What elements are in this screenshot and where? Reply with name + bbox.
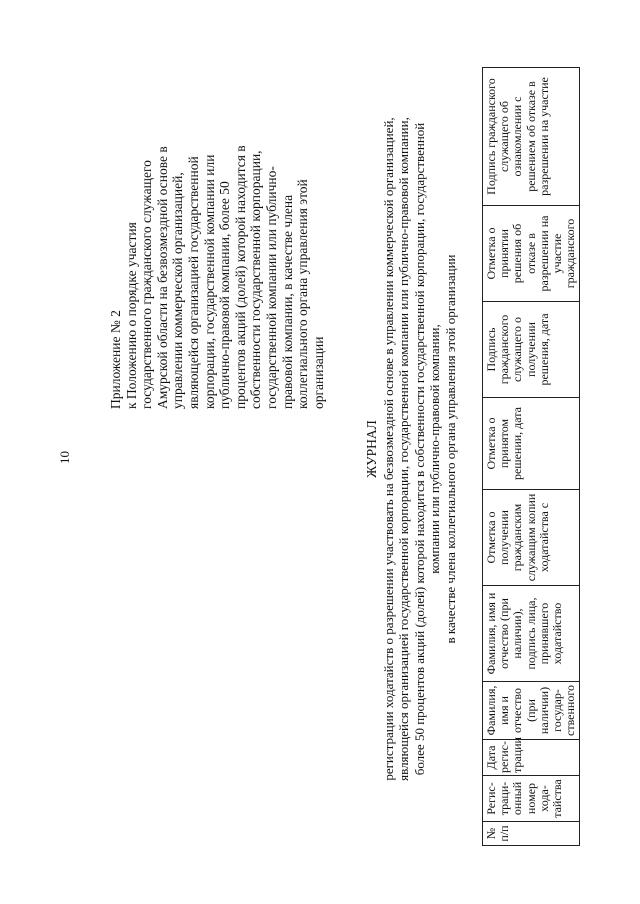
table-header-row (483, 68, 580, 846)
column-header-refusal-signature: Подпись гражданского служащего об ознакомлении с решением об отказе в разрешении на участие (483, 68, 580, 206)
column-header-copy-received: Отметка о получении гражданским служащим копии ходатайства с (483, 490, 580, 586)
appendix-line: публично-правовой компании, более 50 (217, 181, 233, 409)
appendix-line: Приложение № 2 (108, 310, 123, 409)
column-header-decision-note: Отметка о принятом решении, дата (483, 398, 580, 490)
appendix-line: процентов акций (долей) которой находится в (232, 145, 248, 409)
column-header-registration-number: Регис-траци-онный номер хода-тайства (483, 776, 580, 822)
register-table (482, 67, 580, 846)
column-header-servant-name: Фамилия, имя и отчество (при наличии) государ-ственного (483, 682, 580, 740)
appendix-line: организации (310, 336, 326, 409)
journal-subtitle-line: в качестве члена коллегиального органа управления этой организации (442, 254, 458, 644)
appendix-line: государственного гражданского служащего (139, 160, 155, 409)
appendix-line: государственной компании или публично- (263, 166, 279, 409)
page-number: 10 (57, 451, 72, 464)
appendix-line: управлении коммерческой организацией, (170, 172, 186, 409)
column-header-number: № п/п (483, 822, 580, 846)
appendix-line: корпорации, государственной компании или (201, 154, 217, 409)
appendix-line: правовой компании, в качестве члена (279, 194, 295, 409)
appendix-line: коллегиального органа управления этой (295, 179, 311, 409)
journal-subtitle-line: регистрации ходатайств о разрешении участвовать на безвозмездной основе в управлении коммерческой организацией, (380, 117, 396, 781)
journal-subtitle-line: являющейся организацией государственной корпорации, государственной компании или публично-правовой компании, (396, 117, 412, 781)
journal-title: ЖУРНАЛ (364, 420, 379, 478)
journal-subtitle-line: компании или публично-правовой компании, (427, 324, 443, 574)
appendix-line: Амурской области на безвозмездной основе в (154, 146, 170, 409)
appendix-line: являющейся организацией государственной (185, 156, 201, 409)
column-header-decision-signature: Подпись гражданского служащего о получении решения, дата (483, 302, 580, 398)
journal-subtitle-line: более 50 процентов акций (долей) которой находится в собственности государственной корпорации, государственной (411, 122, 427, 776)
appendix-line: к Положению о порядке участия (123, 222, 139, 409)
column-header-receiver-name: Фамилия, имя и отчество (при наличии), подпись лица, принявшего ходатайство (483, 586, 580, 682)
appendix-line: собственности государственной корпорации, (248, 150, 264, 409)
column-header-refusal-note: Отметка о принятии решения об отказе в разрешении на участие гражданского (483, 206, 580, 302)
journal-heading (364, 64, 459, 834)
column-header-registration-date: Дата регис-трации (483, 740, 580, 776)
appendix-block (108, 89, 326, 409)
